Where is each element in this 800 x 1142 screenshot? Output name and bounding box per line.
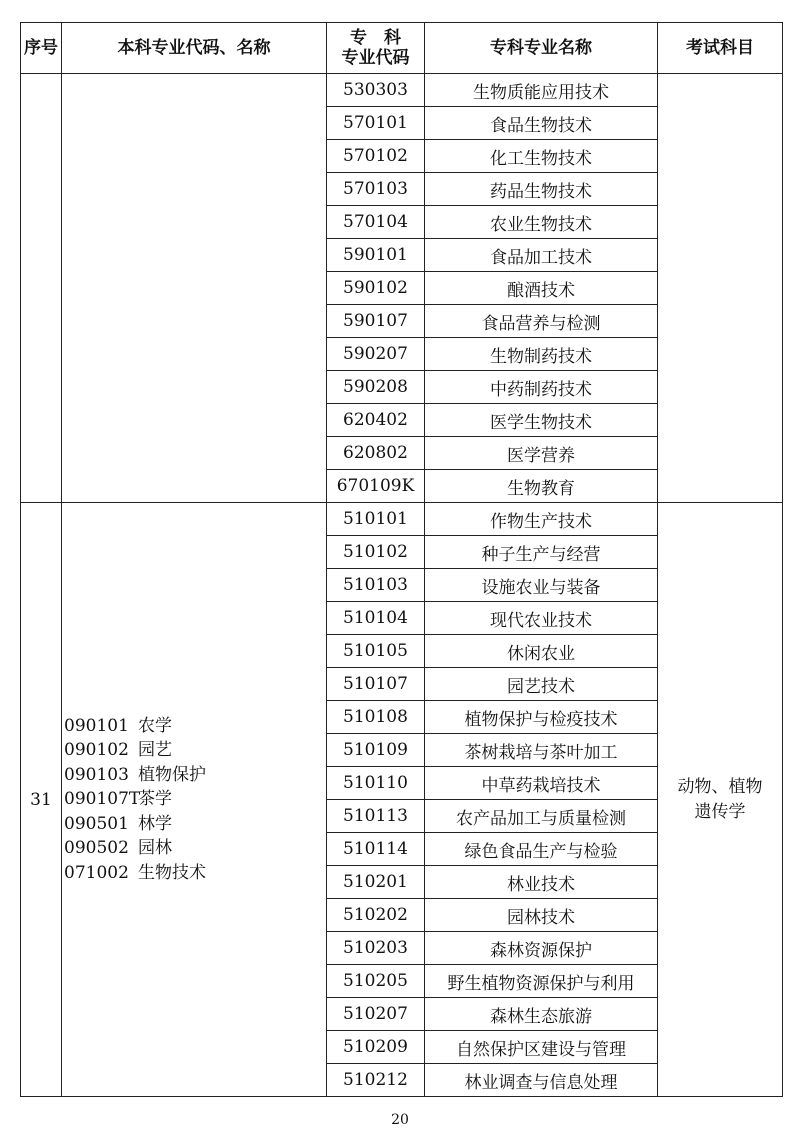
vocational-code-cell: 530303 [327,74,425,107]
vocational-name-cell: 食品营养与检测 [425,305,658,338]
bachelor-major [64,836,326,861]
vocational-code-cell: 590102 [327,272,425,305]
vocational-code-cell: 670109K [327,470,425,503]
header-row [21,23,783,74]
table-row [21,74,783,107]
vocational-name-cell: 种子生产与经营 [425,536,658,569]
bachelor-major-code: 090103 [64,764,129,785]
bachelor-major-code: 090502 [64,838,129,859]
seq-cell [21,74,62,503]
vocational-name-cell: 医学营养 [425,437,658,470]
vocational-name-cell: 药品生物技术 [425,173,658,206]
header-vocational-code-line1: 专 科 [350,28,401,48]
bachelor-major-name: 林学 [138,813,172,834]
vocational-name-cell: 现代农业技术 [425,602,658,635]
table-row [21,503,783,536]
bachelor-major-code: 090101 [64,715,129,736]
vocational-code-cell: 510109 [327,734,425,767]
bachelor-major [64,714,326,739]
vocational-code-cell: 510104 [327,602,425,635]
vocational-name-cell: 生物质能应用技术 [425,74,658,107]
vocational-name-cell: 农产品加工与质量检测 [425,800,658,833]
vocational-name-cell: 休闲农业 [425,635,658,668]
bachelor-major-name: 植物保护 [138,764,206,785]
vocational-name-cell: 林业调查与信息处理 [425,1064,658,1097]
bachelor-major-code: 090501 [64,813,129,834]
majors-table [20,22,783,1097]
exam-subject-cell [658,74,783,503]
bachelor-majors-cell [62,74,327,503]
vocational-code-cell: 590207 [327,338,425,371]
exam-subject-line2: 遗传学 [694,801,746,822]
bachelor-major [64,763,326,788]
vocational-code-cell: 510202 [327,899,425,932]
vocational-name-cell: 农业生物技术 [425,206,658,239]
vocational-name-cell: 中草药栽培技术 [425,767,658,800]
vocational-name-cell: 食品加工技术 [425,239,658,272]
header-vocational-name: 专科专业名称 [425,23,658,74]
vocational-code-cell: 590107 [327,305,425,338]
vocational-name-cell: 园艺技术 [425,668,658,701]
vocational-name-cell: 化工生物技术 [425,140,658,173]
vocational-code-cell: 510101 [327,503,425,536]
vocational-name-cell: 生物制药技术 [425,338,658,371]
bachelor-major-name: 园艺 [138,740,172,761]
vocational-code-cell: 510205 [327,965,425,998]
vocational-code-cell: 570104 [327,206,425,239]
group-continued [21,74,783,503]
seq-cell: 31 [21,503,62,1097]
vocational-name-cell: 食品生物技术 [425,107,658,140]
vocational-code-cell: 590101 [327,239,425,272]
vocational-code-cell: 510114 [327,833,425,866]
vocational-name-cell: 生物教育 [425,470,658,503]
vocational-code-cell: 570102 [327,140,425,173]
vocational-name-cell: 自然保护区建设与管理 [425,1031,658,1064]
vocational-code-cell: 510207 [327,998,425,1031]
vocational-code-cell: 570103 [327,173,425,206]
bachelor-major-name: 园林 [138,838,172,859]
page-number: 20 [391,1112,409,1128]
vocational-code-cell: 570101 [327,107,425,140]
header-vocational-code [327,23,425,74]
vocational-code-cell: 590208 [327,371,425,404]
vocational-code-cell: 620802 [327,437,425,470]
vocational-name-cell: 森林资源保护 [425,932,658,965]
header-bachelor: 本科专业代码、名称 [62,23,327,74]
bachelor-majors-cell [62,503,327,1097]
bachelor-major-code: 071002 [64,862,129,883]
vocational-name-cell: 林业技术 [425,866,658,899]
bachelor-major [64,787,326,812]
exam-subject-line1: 动物、植物 [677,776,763,797]
vocational-code-cell: 510209 [327,1031,425,1064]
vocational-code-cell: 510107 [327,668,425,701]
vocational-name-cell: 作物生产技术 [425,503,658,536]
vocational-name-cell: 园林技术 [425,899,658,932]
vocational-name-cell: 野生植物资源保护与利用 [425,965,658,998]
bachelor-major [64,738,326,763]
vocational-code-cell: 510102 [327,536,425,569]
header-vocational-code-line2: 专业代码 [341,48,410,68]
bachelor-major-name: 茶学 [138,789,172,810]
vocational-name-cell: 植物保护与检疫技术 [425,701,658,734]
header-seq: 序号 [21,23,62,74]
vocational-name-cell: 酿酒技术 [425,272,658,305]
vocational-code-cell: 620402 [327,404,425,437]
bachelor-major-name: 农学 [138,715,172,736]
vocational-code-cell: 510113 [327,800,425,833]
vocational-name-cell: 中药制药技术 [425,371,658,404]
bachelor-major [64,812,326,837]
vocational-code-cell: 510108 [327,701,425,734]
bachelor-major [64,861,326,886]
vocational-code-cell: 510201 [327,866,425,899]
bachelor-major-name: 生物技术 [138,862,206,883]
vocational-code-cell: 510110 [327,767,425,800]
header-subject: 考试科目 [658,23,783,74]
vocational-name-cell: 医学生物技术 [425,404,658,437]
vocational-name-cell: 绿色食品生产与检验 [425,833,658,866]
exam-subject-cell [658,503,783,1097]
bachelor-major-code: 090107T [64,789,141,810]
vocational-name-cell: 茶树栽培与茶叶加工 [425,734,658,767]
vocational-code-cell: 510212 [327,1064,425,1097]
vocational-code-cell: 510105 [327,635,425,668]
bachelor-major-code: 090102 [64,740,129,761]
vocational-code-cell: 510203 [327,932,425,965]
vocational-name-cell: 设施农业与装备 [425,569,658,602]
vocational-name-cell: 森林生态旅游 [425,998,658,1031]
group-31 [21,503,783,1097]
vocational-code-cell: 510103 [327,569,425,602]
